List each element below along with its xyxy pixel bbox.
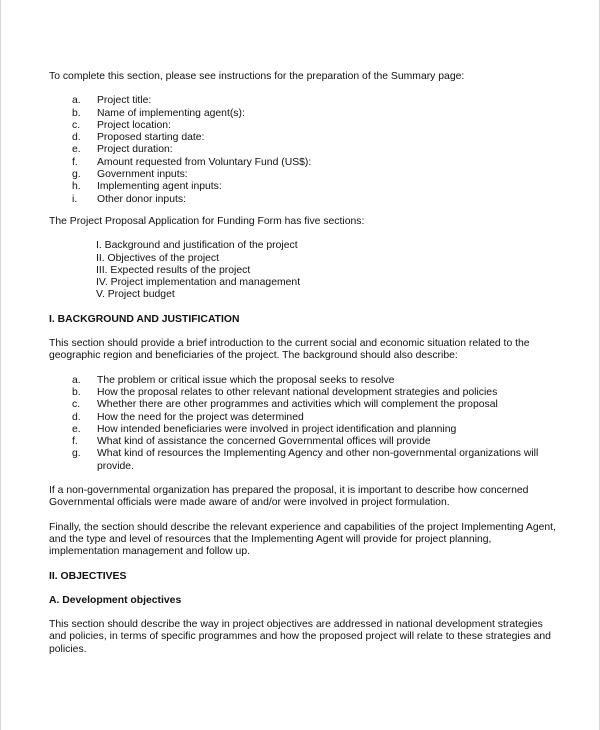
background-paragraph-1: This section should provide a brief introduction to the current social and economic situation related to the geographic region and beneficiaries of the project. The background should also describe: xyxy=(49,338,530,362)
background-heading: I. BACKGROUND AND JUSTIFICATION xyxy=(49,313,240,325)
list-item: d. Proposed starting date: xyxy=(72,132,205,144)
objectives-paragraph-1: This section should describe the way in project objectives are addressed in national development strategies and policies, in terms of specific programmes and how the proposed project will relate to these strategies and policies. xyxy=(49,619,551,655)
list-item: a. Project title: xyxy=(72,95,152,107)
document-body xyxy=(49,71,559,656)
list-item: g. Government inputs: xyxy=(72,169,188,181)
list-item: c. Project location: xyxy=(72,119,171,131)
list-item: b. Name of implementing agent(s): xyxy=(72,107,245,119)
section-item: II. Objectives of the project xyxy=(96,252,220,264)
section-item: I. Background and justification of the project xyxy=(96,240,298,252)
background-list xyxy=(49,375,559,473)
objectives-heading: II. OBJECTIVES xyxy=(49,570,127,582)
list-item: i. Other donor inputs: xyxy=(72,193,186,205)
list-item: e. How intended beneficiaries were involved in project identification and planning xyxy=(72,423,457,435)
list-item: h. Implementing agent inputs: xyxy=(72,181,222,193)
list-item: b. How the proposal relates to other relevant national development strategies and policies xyxy=(72,386,498,398)
list-item: f. What kind of assistance the concerned Governmental offices will provide xyxy=(72,436,431,448)
summary-list xyxy=(49,95,559,206)
list-item: c. Whether there are other programmes and activities which will complement the proposal xyxy=(72,399,498,411)
background-paragraph-2: If a non-governmental organization has prepared the proposal, it is important to describe how concerned Governmental officials were made aware of and/or were involved in project formulation. xyxy=(49,485,529,509)
development-objectives-subheading: A. Development objectives xyxy=(49,594,182,606)
list-item: d. How the need for the project was determined xyxy=(72,411,304,423)
sections-list xyxy=(49,240,559,301)
list-item: f. Amount requested from Voluntary Fund (US$): xyxy=(72,156,312,168)
section-item: III. Expected results of the project xyxy=(96,264,251,276)
list-item: g. What kind of resources the Implementing Agency and other non-governmental organizations will provide. xyxy=(72,448,539,472)
intro-paragraph: To complete this section, please see instructions for the preparation of the Summary page: xyxy=(49,71,465,82)
list-item: a. The problem or critical issue which the proposal seeks to resolve xyxy=(72,374,395,386)
background-paragraph-3: Finally, the section should describe the relevant experience and capabilities of the project Implementing Agent, and the type and level of resources that the Implementing Agent will provide for project planning, implementation management and follow up. xyxy=(49,521,556,558)
section-item: IV. Project implementation and management xyxy=(96,277,301,289)
list-item: e. Project duration: xyxy=(72,144,173,156)
form-intro-paragraph: The Project Proposal Application for Funding Form has five sections: xyxy=(49,215,365,227)
section-item: V. Project budget xyxy=(96,289,175,301)
